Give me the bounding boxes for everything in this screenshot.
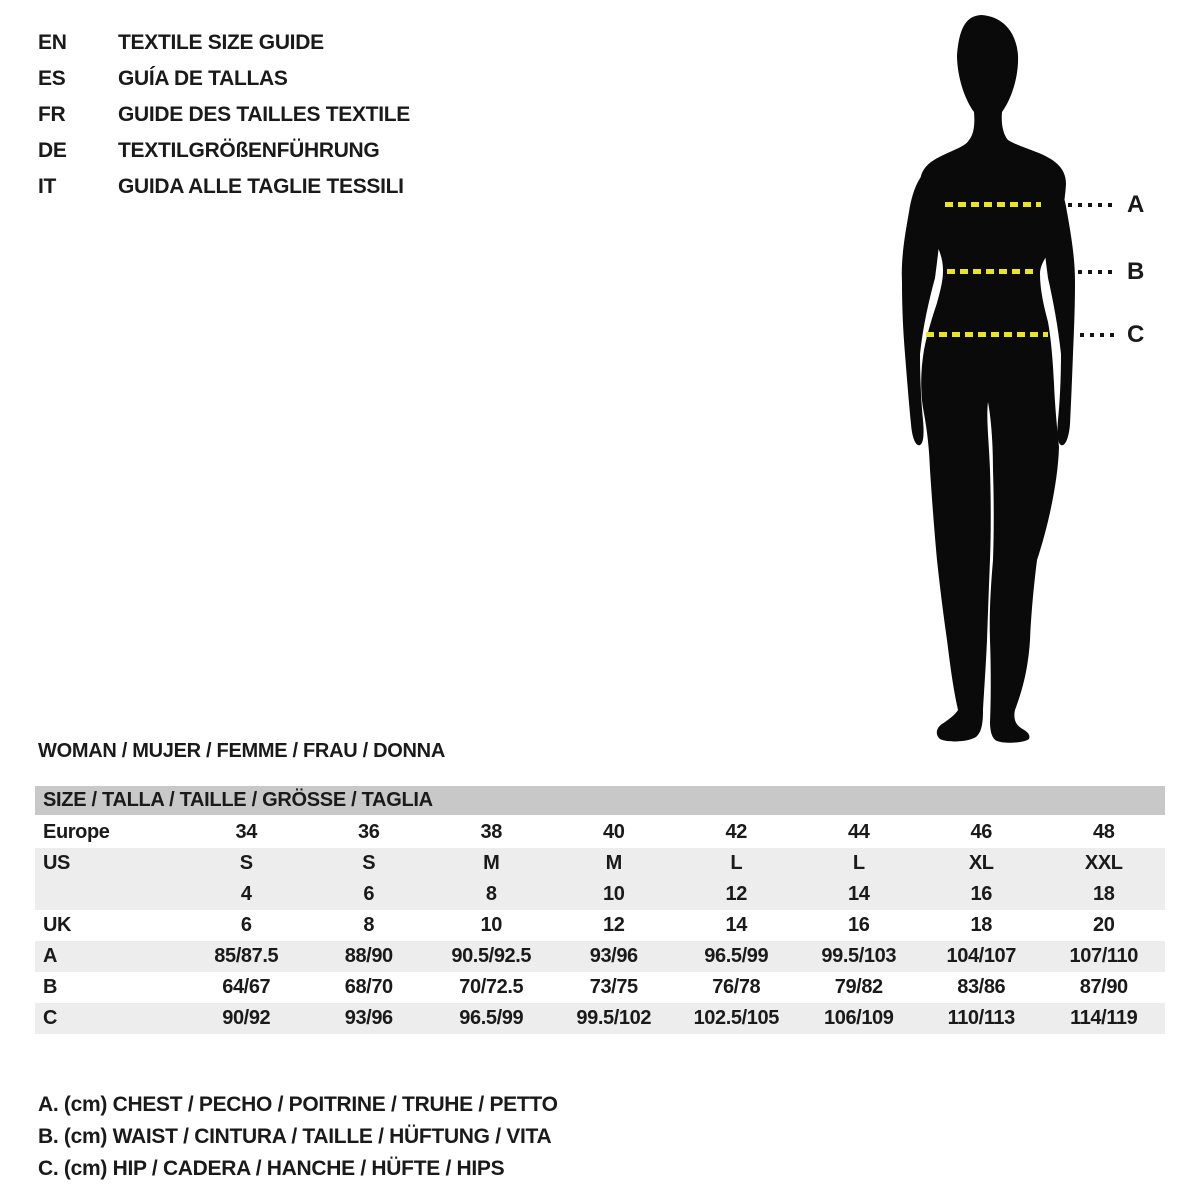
size-cell: 16 [970,883,992,905]
legend-hip: C. (cm) HIP / CADERA / HANCHE / HÜFTE / HIPS [38,1157,505,1180]
table-row-waist-b [35,972,1165,1003]
waist-leader-dotted-line [1078,270,1116,274]
size-cell: M [605,852,622,874]
chest-leader-dotted-line [1068,203,1116,207]
size-cell: 8 [485,883,497,905]
marker-label-c: C [1127,321,1145,348]
size-cell: 44 [848,821,870,843]
table-row-chest-a [35,941,1165,972]
lang-code: EN [38,31,67,54]
size-cell: 96.5/99 [704,945,769,967]
size-cell: S [239,852,253,874]
lang-row-fr [38,97,410,133]
lang-label: TEXTILE SIZE GUIDE [118,31,324,54]
lang-label: TEXTILGRÖßENFÜHRUNG [118,139,380,162]
size-cell: 10 [603,883,625,905]
hip-measure-dashed-line [926,332,1048,337]
marker-label-b: B [1127,258,1145,285]
size-cell: 12 [603,914,625,936]
size-cell: 79/82 [834,976,883,998]
size-cell: 76/78 [712,976,761,998]
row-label: C [43,1007,58,1029]
size-cell: 90/92 [222,1007,271,1029]
table-row-uk [35,910,1165,941]
size-cell: 88/90 [344,945,393,967]
size-cell: 102.5/105 [693,1007,779,1029]
size-cell: M [483,852,500,874]
lang-label: GUÍA DE TALLAS [118,67,288,90]
size-cell: 68/70 [344,976,393,998]
size-cell: XL [968,852,994,874]
row-label: A [43,945,58,967]
lang-row-es [38,61,410,97]
size-cell: 99.5/103 [821,945,897,967]
row-label: UK [43,914,72,936]
size-cell: XXL [1084,852,1123,874]
size-cell: 99.5/102 [576,1007,652,1029]
lang-code: FR [38,103,66,126]
size-cell: 96.5/99 [459,1007,524,1029]
size-cell: 20 [1093,914,1115,936]
size-cell: 70/72.5 [459,976,524,998]
size-table-header: SIZE / TALLA / TAILLE / GRÖSSE / TAGLIA [35,786,1165,815]
size-cell: 64/67 [222,976,271,998]
lang-row-it [38,169,410,205]
size-cell: 40 [603,821,625,843]
lang-row-de [38,133,410,169]
size-cell: 10 [480,914,502,936]
size-cell: 83/86 [957,976,1006,998]
size-cell: 36 [358,821,380,843]
size-cell: 73/75 [589,976,638,998]
row-label: US [43,852,70,874]
size-cell: 93/96 [344,1007,393,1029]
size-cell: 85/87.5 [214,945,279,967]
waist-measure-dashed-line [947,269,1034,274]
size-cell: 12 [725,883,747,905]
size-cell: 6 [240,914,252,936]
size-cell: 110/113 [947,1007,1015,1029]
woman-silhouette-svg [893,12,1093,747]
size-cell: 93/96 [589,945,638,967]
lang-label: GUIDA ALLE TAGLIE TESSILI [118,175,404,198]
size-cell: 18 [1093,883,1115,905]
size-cell: L [852,852,865,874]
legend-chest: A. (cm) CHEST / PECHO / POITRINE / TRUHE / PETTO [38,1093,558,1116]
lang-row-en [38,25,410,61]
silhouette-body [920,15,1066,743]
size-cell: L [730,852,743,874]
table-row-us [35,848,1165,879]
size-cell: 14 [725,914,747,936]
size-cell: 38 [480,821,502,843]
size-cell: 46 [970,821,992,843]
size-cell: 106/109 [824,1007,894,1029]
size-cell: 48 [1093,821,1115,843]
legend-waist: B. (cm) WAIST / CINTURA / TAILLE / HÜFTUNG / VITA [38,1125,552,1148]
size-cell: 18 [970,914,992,936]
size-cell: 6 [363,883,375,905]
table-row-hip-c [35,1003,1165,1034]
size-cell: 34 [235,821,257,843]
hip-leader-dotted-line [1080,333,1116,337]
row-label: Europe [43,821,110,843]
lang-code: ES [38,67,66,90]
size-cell: 90.5/92.5 [451,945,532,967]
size-cell: 114/119 [1070,1007,1138,1029]
size-cell: 87/90 [1079,976,1128,998]
lang-label: GUIDE DES TAILLES TEXTILE [118,103,410,126]
section-title-woman: WOMAN / MUJER / FEMME / FRAU / DONNA [38,740,445,762]
size-cell: 8 [363,914,375,936]
table-row-us-numeric [35,879,1165,910]
table-row-europe [35,817,1165,848]
marker-label-a: A [1127,191,1145,218]
size-cell: 14 [848,883,870,905]
size-cell: 4 [240,883,252,905]
size-cell: 104/107 [946,945,1016,967]
language-guide-list [38,25,410,205]
size-cell: 16 [848,914,870,936]
size-table [35,786,1165,1034]
measurement-legend [38,1089,558,1185]
row-label: B [43,976,58,998]
size-cell: 42 [725,821,747,843]
chest-measure-dashed-line [945,202,1041,207]
lang-code: IT [38,175,57,198]
size-cell: S [362,852,376,874]
size-cell: 107/110 [1069,945,1138,967]
lang-code: DE [38,139,67,162]
woman-silhouette-figure [893,12,1093,747]
